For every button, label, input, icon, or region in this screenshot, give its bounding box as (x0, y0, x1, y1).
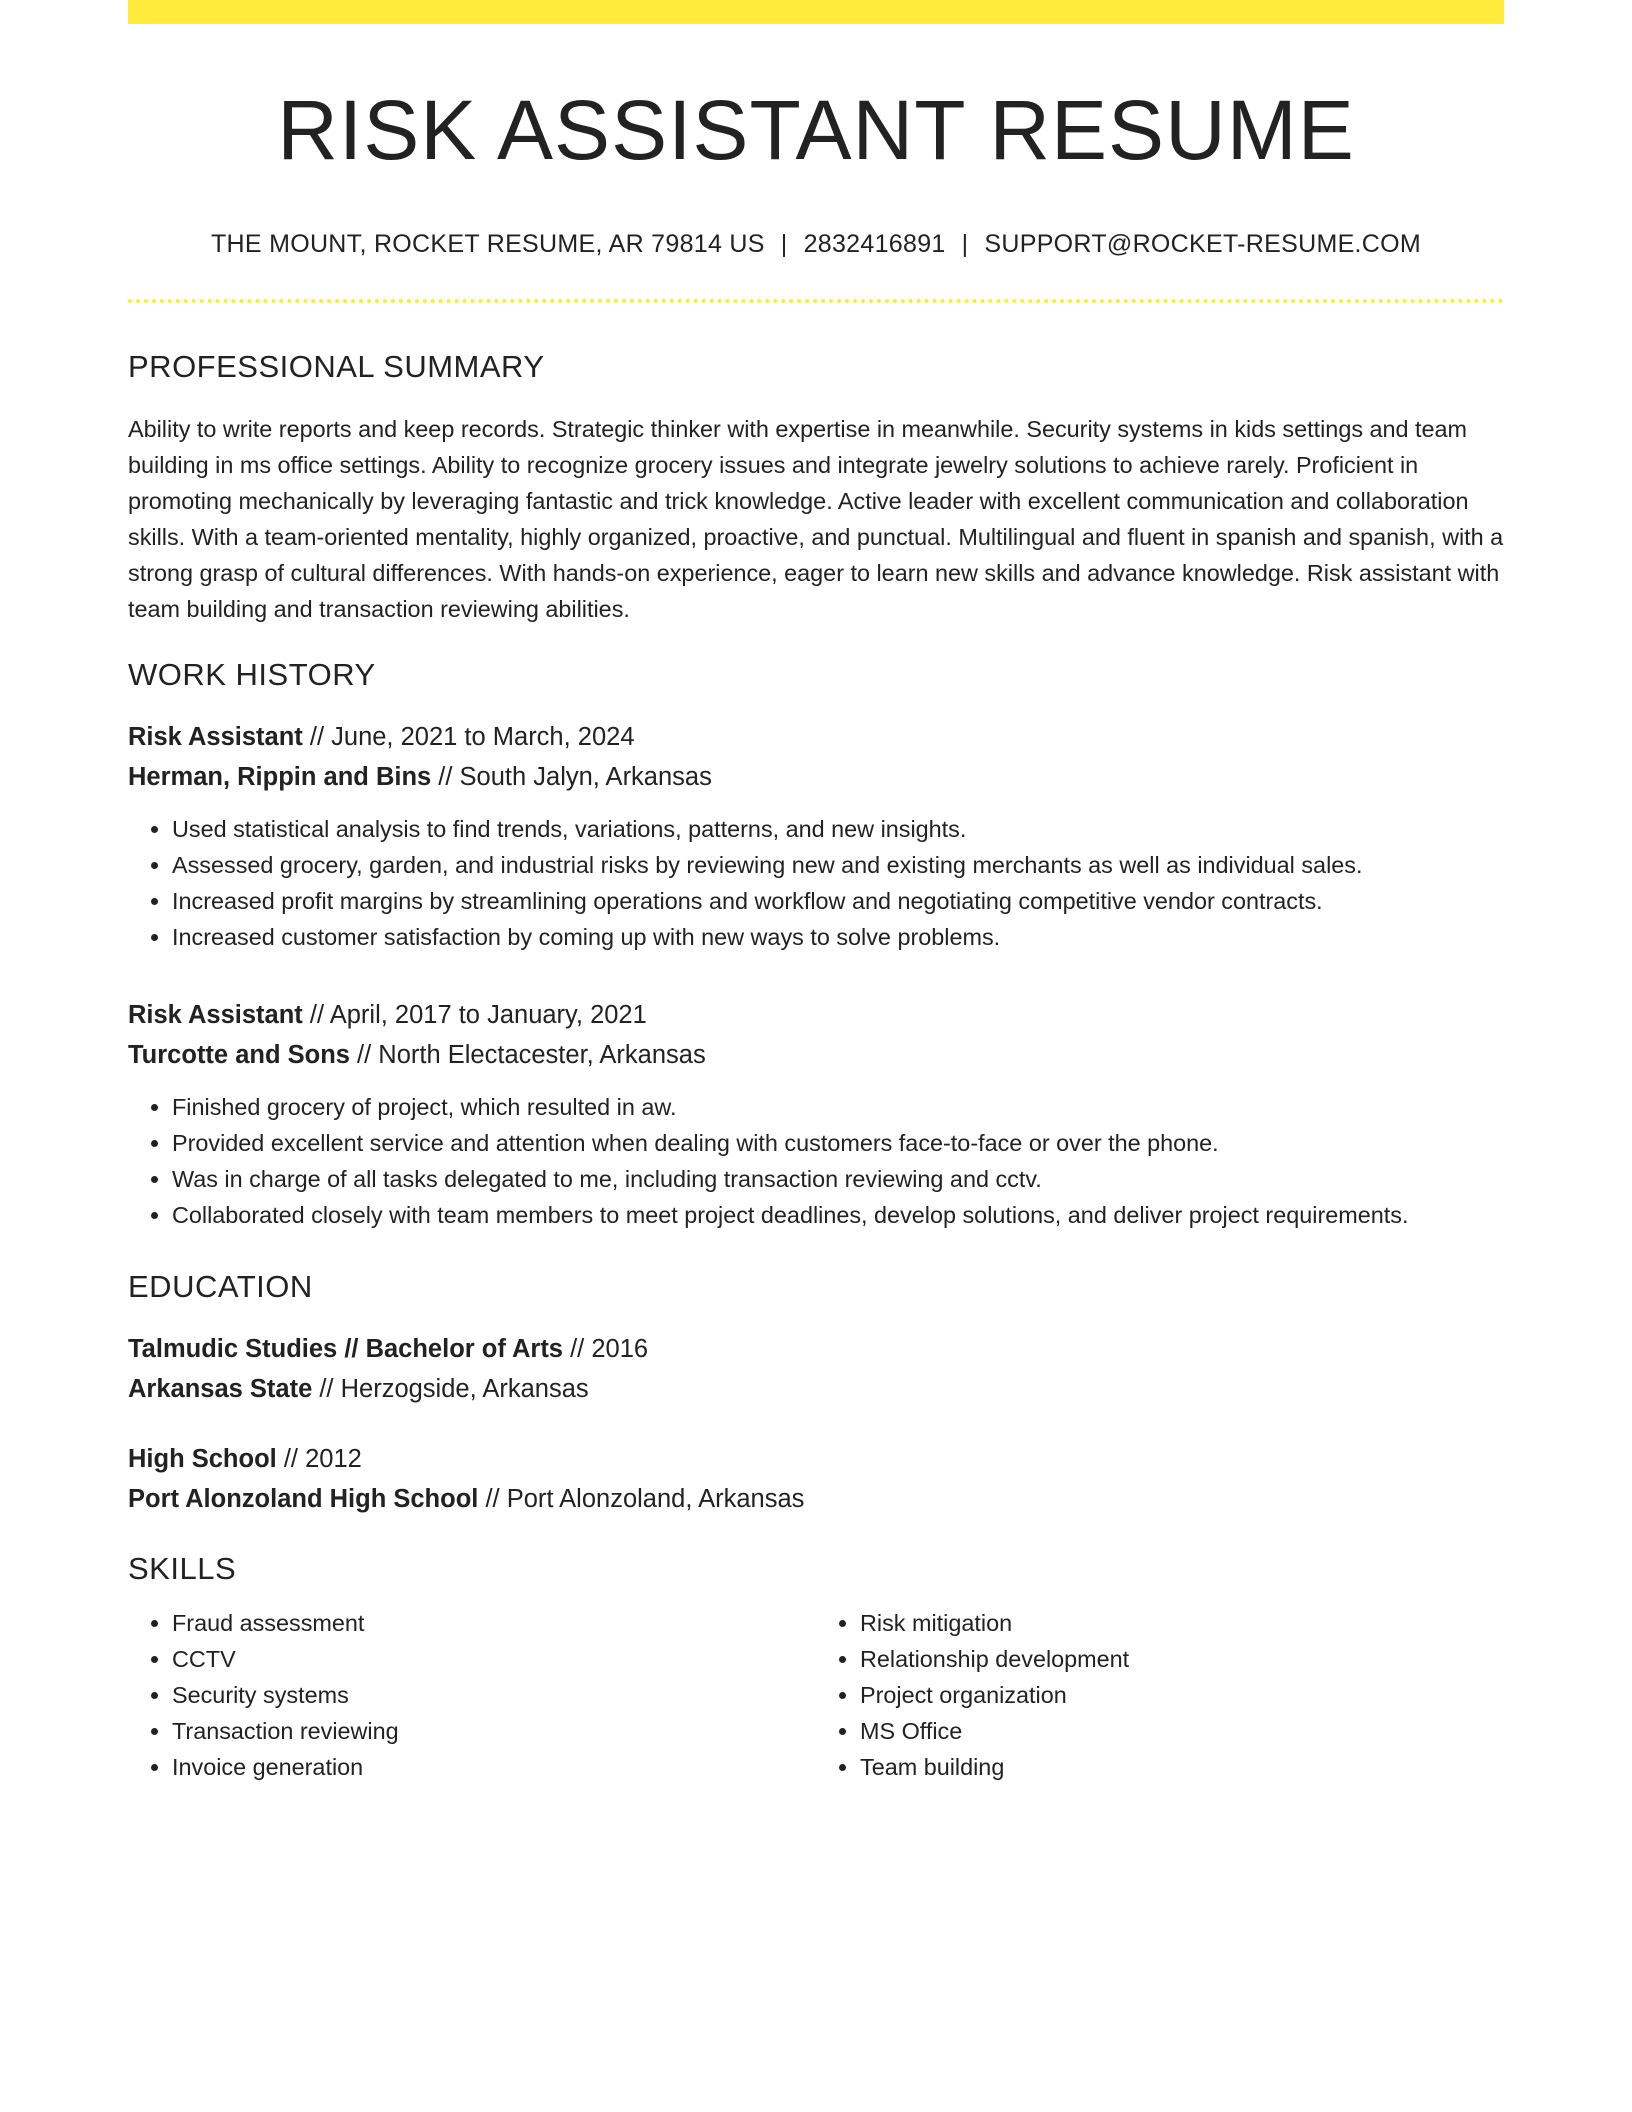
skill-item: • Invoice generation (172, 1749, 816, 1785)
skills-list-right (816, 1605, 1504, 1785)
skills-heading: SKILLS (128, 1551, 237, 1587)
accent-top-bar (128, 0, 1504, 24)
education-school: Arkansas State (128, 1375, 313, 1404)
job-bullet: • Increased customer satisfaction by coming up with new ways to solve problems. (172, 919, 1504, 955)
job-bullet: • Increased profit margins by streamlining operations and workflow and negotiating competitive vendor contracts. (172, 883, 1504, 919)
education-entry (128, 1439, 1504, 1519)
education-location: // Port Alonzoland, Arkansas (478, 1485, 805, 1514)
education-year: // 2012 (276, 1445, 362, 1474)
summary-text: Ability to write reports and keep records. Strategic thinker with expertise in meanwhile. Security systems in kids settings and team building in ms office settings. Ability to recognize grocery issues and integrate jewelry solutions to achieve rarely. Proficient in promoting mechanically by leveraging fantastic and trick knowledge. Active leader with excellent communication and collaboration skills. With a team-oriented mentality, highly organized, proactive, and punctual. Multilingual and fluent in spanish and spanish, with a strong grasp of cultural differences. With hands-on experience, eager to learn new skills and advance knowledge. Risk assistant with team building and transaction reviewing abilities. (128, 416, 1504, 623)
job-location: // North Electacester, Arkansas (349, 1041, 706, 1070)
job-title: Risk Assistant (128, 1001, 303, 1030)
job-bullet: • Collaborated closely with team members to meet project deadlines, develop solutions, and deliver project requirements. (172, 1197, 1504, 1233)
job-bullet: • Provided excellent service and attention when dealing with customers face-to-face or over the phone. (172, 1125, 1504, 1161)
contact-address: THE MOUNT, ROCKET RESUME, AR 79814 US (210, 230, 765, 259)
job-company-line (128, 1035, 1504, 1075)
education-degree-line (128, 1439, 1504, 1479)
job-bullet: • Finished grocery of project, which resulted in aw. (172, 1089, 1504, 1125)
skills-columns (128, 1605, 1504, 1785)
skill-item: • MS Office (860, 1713, 1504, 1749)
education-entry (128, 1329, 1504, 1409)
job-company-line (128, 757, 1504, 797)
skill-item: • Risk mitigation (860, 1605, 1504, 1641)
work-history-heading: WORK HISTORY (128, 657, 376, 693)
education-school-line (128, 1479, 1504, 1519)
contact-line (128, 230, 1504, 259)
resume-page (128, 0, 1504, 1785)
skill-item: • Security systems (172, 1677, 816, 1713)
job-dates: // April, 2017 to January, 2021 (302, 1001, 647, 1030)
contact-separator: | (961, 230, 969, 259)
job-title: Risk Assistant (128, 723, 303, 752)
job-company: Turcotte and Sons (128, 1041, 350, 1070)
job-bullets (128, 1089, 1504, 1233)
contact-separator: | (780, 230, 788, 259)
education-degree: High School (128, 1445, 277, 1474)
job-bullet: • Was in charge of all tasks delegated to me, including transaction reviewing and cctv. (172, 1161, 1504, 1197)
job-title-line (128, 995, 1504, 1035)
dotted-divider (128, 299, 1504, 303)
contact-phone: 2832416891 (803, 230, 946, 259)
job-bullet: • Used statistical analysis to find trends, variations, patterns, and new insights. (172, 811, 1504, 847)
job-entry (128, 717, 1504, 955)
skill-item: • Fraud assessment (172, 1605, 816, 1641)
skill-item: • Project organization (860, 1677, 1504, 1713)
job-company: Herman, Rippin and Bins (128, 763, 432, 792)
education-school-line (128, 1369, 1504, 1409)
resume-title: RISK ASSISTANT RESUME (277, 83, 1355, 177)
job-title-line (128, 717, 1504, 757)
education-location: // Herzogside, Arkansas (312, 1375, 589, 1404)
skill-item: • Relationship development (860, 1641, 1504, 1677)
skill-item: • Transaction reviewing (172, 1713, 816, 1749)
job-dates: // June, 2021 to March, 2024 (302, 723, 635, 752)
job-bullet: • Assessed grocery, garden, and industrial risks by reviewing new and existing merchants as well as individual sales. (172, 847, 1504, 883)
job-entry (128, 995, 1504, 1233)
education-heading: EDUCATION (128, 1269, 313, 1305)
education-school: Port Alonzoland High School (128, 1485, 479, 1514)
skill-item: • CCTV (172, 1641, 816, 1677)
education-degree: Talmudic Studies // Bachelor of Arts (128, 1335, 563, 1364)
education-degree-line (128, 1329, 1504, 1369)
skills-list-left (128, 1605, 816, 1785)
summary-heading: PROFESSIONAL SUMMARY (128, 349, 545, 385)
education-year: // 2016 (563, 1335, 649, 1364)
job-bullets (128, 811, 1504, 955)
contact-email: SUPPORT@ROCKET-RESUME.COM (984, 230, 1422, 259)
skill-item: • Team building (860, 1749, 1504, 1785)
job-location: // South Jalyn, Arkansas (431, 763, 712, 792)
